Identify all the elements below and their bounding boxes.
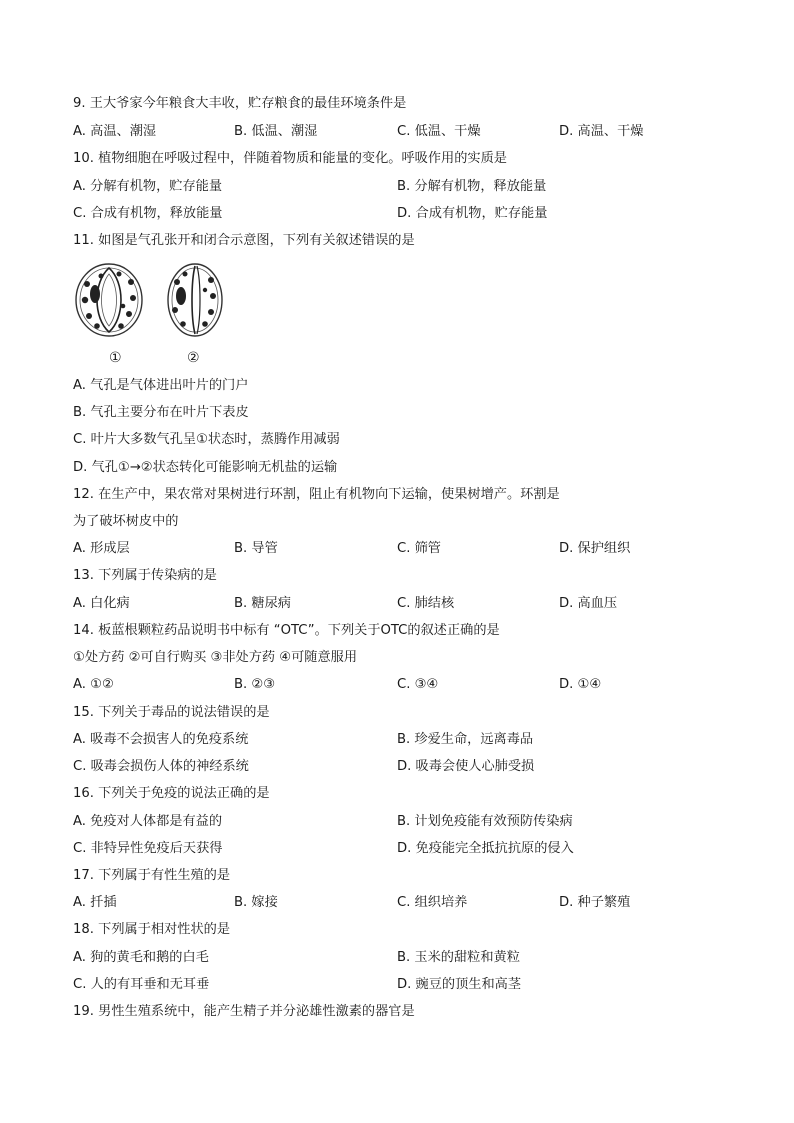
- question-13-stem: 13. 下列属于传染病的是: [73, 568, 217, 583]
- q13-option-d: D. 高血压: [559, 596, 618, 611]
- q13-option-b: B. 糖尿病: [234, 596, 291, 611]
- q18-option-a: A. 狗的黄毛和鹅的白毛: [73, 950, 209, 965]
- q16-option-b: B. 计划免疫能有效预防传染病: [397, 814, 573, 829]
- q11-option-a: A. 气孔是气体进出叶片的门户: [73, 378, 249, 393]
- question-14-stem: 14. 板蓝根颗粒药品说明书中标有 “OTC”。下列关于OTC的叙述正确的是: [73, 623, 500, 638]
- q11-option-d: D. 气孔①→②状态转化可能影响无机盐的运输: [73, 460, 338, 475]
- q17-option-b: B. 嫁接: [234, 895, 278, 910]
- q15-option-d: D. 吸毒会使人心肺受损: [397, 759, 535, 774]
- q9-option-a: A. 高温、潮湿: [73, 124, 157, 139]
- question-16-stem: 16. 下列关于免疫的说法正确的是: [73, 786, 270, 801]
- q9-option-d: D. 高温、干燥: [559, 124, 644, 139]
- question-19-stem: 19. 男性生殖系统中，能产生精子并分泌雄性激素的器官是: [73, 1004, 415, 1019]
- question-17-stem: 17. 下列属于有性生殖的是: [73, 868, 231, 883]
- stomata-illustration: [73, 262, 233, 372]
- q10-option-c: C. 合成有机物，释放能量: [73, 206, 223, 221]
- q11-option-b: B. 气孔主要分布在叶片下表皮: [73, 405, 249, 420]
- q16-option-a: A. 免疫对人体都是有益的: [73, 814, 223, 829]
- q17-option-a: A. 扦插: [73, 895, 117, 910]
- q14-option-a: A. ①②: [73, 677, 114, 692]
- q13-option-a: A. 白化病: [73, 596, 130, 611]
- q16-option-c: C. 非特异性免疫后天获得: [73, 841, 223, 856]
- q13-option-c: C. 肺结核: [397, 596, 455, 611]
- stoma-closed-figure: [168, 264, 222, 336]
- q15-option-a: A. 吸毒不会损害人的免疫系统: [73, 732, 249, 747]
- question-12-stem: 12. 在生产中，果农常对果树进行环割，阻止有机物向下运输，使果树增产。环割是: [73, 487, 560, 502]
- q10-option-d: D. 合成有机物，贮存能量: [397, 206, 548, 221]
- question-15-stem: 15. 下列关于毒品的说法错误的是: [73, 705, 270, 720]
- q15-option-c: C. 吸毒会损伤人体的神经系统: [73, 759, 249, 774]
- q17-option-c: C. 组织培养: [397, 895, 468, 910]
- q12-option-a: A. 形成层: [73, 541, 130, 556]
- q16-option-d: D. 免疫能完全抵抗抗原的侵入: [397, 841, 574, 856]
- q18-option-b: B. 玉米的甜粒和黄粒: [397, 950, 520, 965]
- q17-option-d: D. 种子繁殖: [559, 895, 631, 910]
- q18-option-c: C. 人的有耳垂和无耳垂: [73, 977, 210, 992]
- q12-option-c: C. 筛管: [397, 541, 441, 556]
- q15-option-b: B. 珍爱生命，远离毒品: [397, 732, 534, 747]
- q14-option-b: B. ②③: [234, 677, 276, 692]
- question-14-statements: ①处方药 ②可自行购买 ③非处方药 ④可随意服用: [73, 650, 358, 665]
- q12-option-b: B. 导管: [234, 541, 278, 556]
- question-10-stem: 10. 植物细胞在呼吸过程中，伴随着物质和能量的变化。呼吸作用的实质是: [73, 151, 507, 166]
- stoma-open-figure: [76, 264, 142, 336]
- stomata-diagram: [73, 262, 233, 372]
- figure-label-2: ②: [187, 350, 200, 366]
- q18-option-d: D. 豌豆的顶生和高茎: [397, 977, 522, 992]
- q14-option-d: D. ①④: [559, 677, 602, 692]
- q11-option-c: C. 叶片大多数气孔呈①状态时，蒸腾作用减弱: [73, 432, 340, 447]
- q10-option-a: A. 分解有机物，贮存能量: [73, 179, 223, 194]
- q12-option-d: D. 保护组织: [559, 541, 631, 556]
- figure-label-1: ①: [109, 350, 122, 366]
- question-12-stem-continued: 为了破坏树皮中的: [73, 514, 179, 529]
- question-18-stem: 18. 下列属于相对性状的是: [73, 922, 231, 937]
- q9-option-b: B. 低温、潮湿: [234, 124, 318, 139]
- question-9-stem: 9. 王大爷家今年粮食大丰收，贮存粮食的最佳环境条件是: [73, 96, 407, 111]
- q9-option-c: C. 低温、干燥: [397, 124, 481, 139]
- q10-option-b: B. 分解有机物，释放能量: [397, 179, 547, 194]
- q14-option-c: C. ③④: [397, 677, 439, 692]
- question-11-stem: 11. 如图是气孔张开和闭合示意图，下列有关叙述错误的是: [73, 233, 415, 248]
